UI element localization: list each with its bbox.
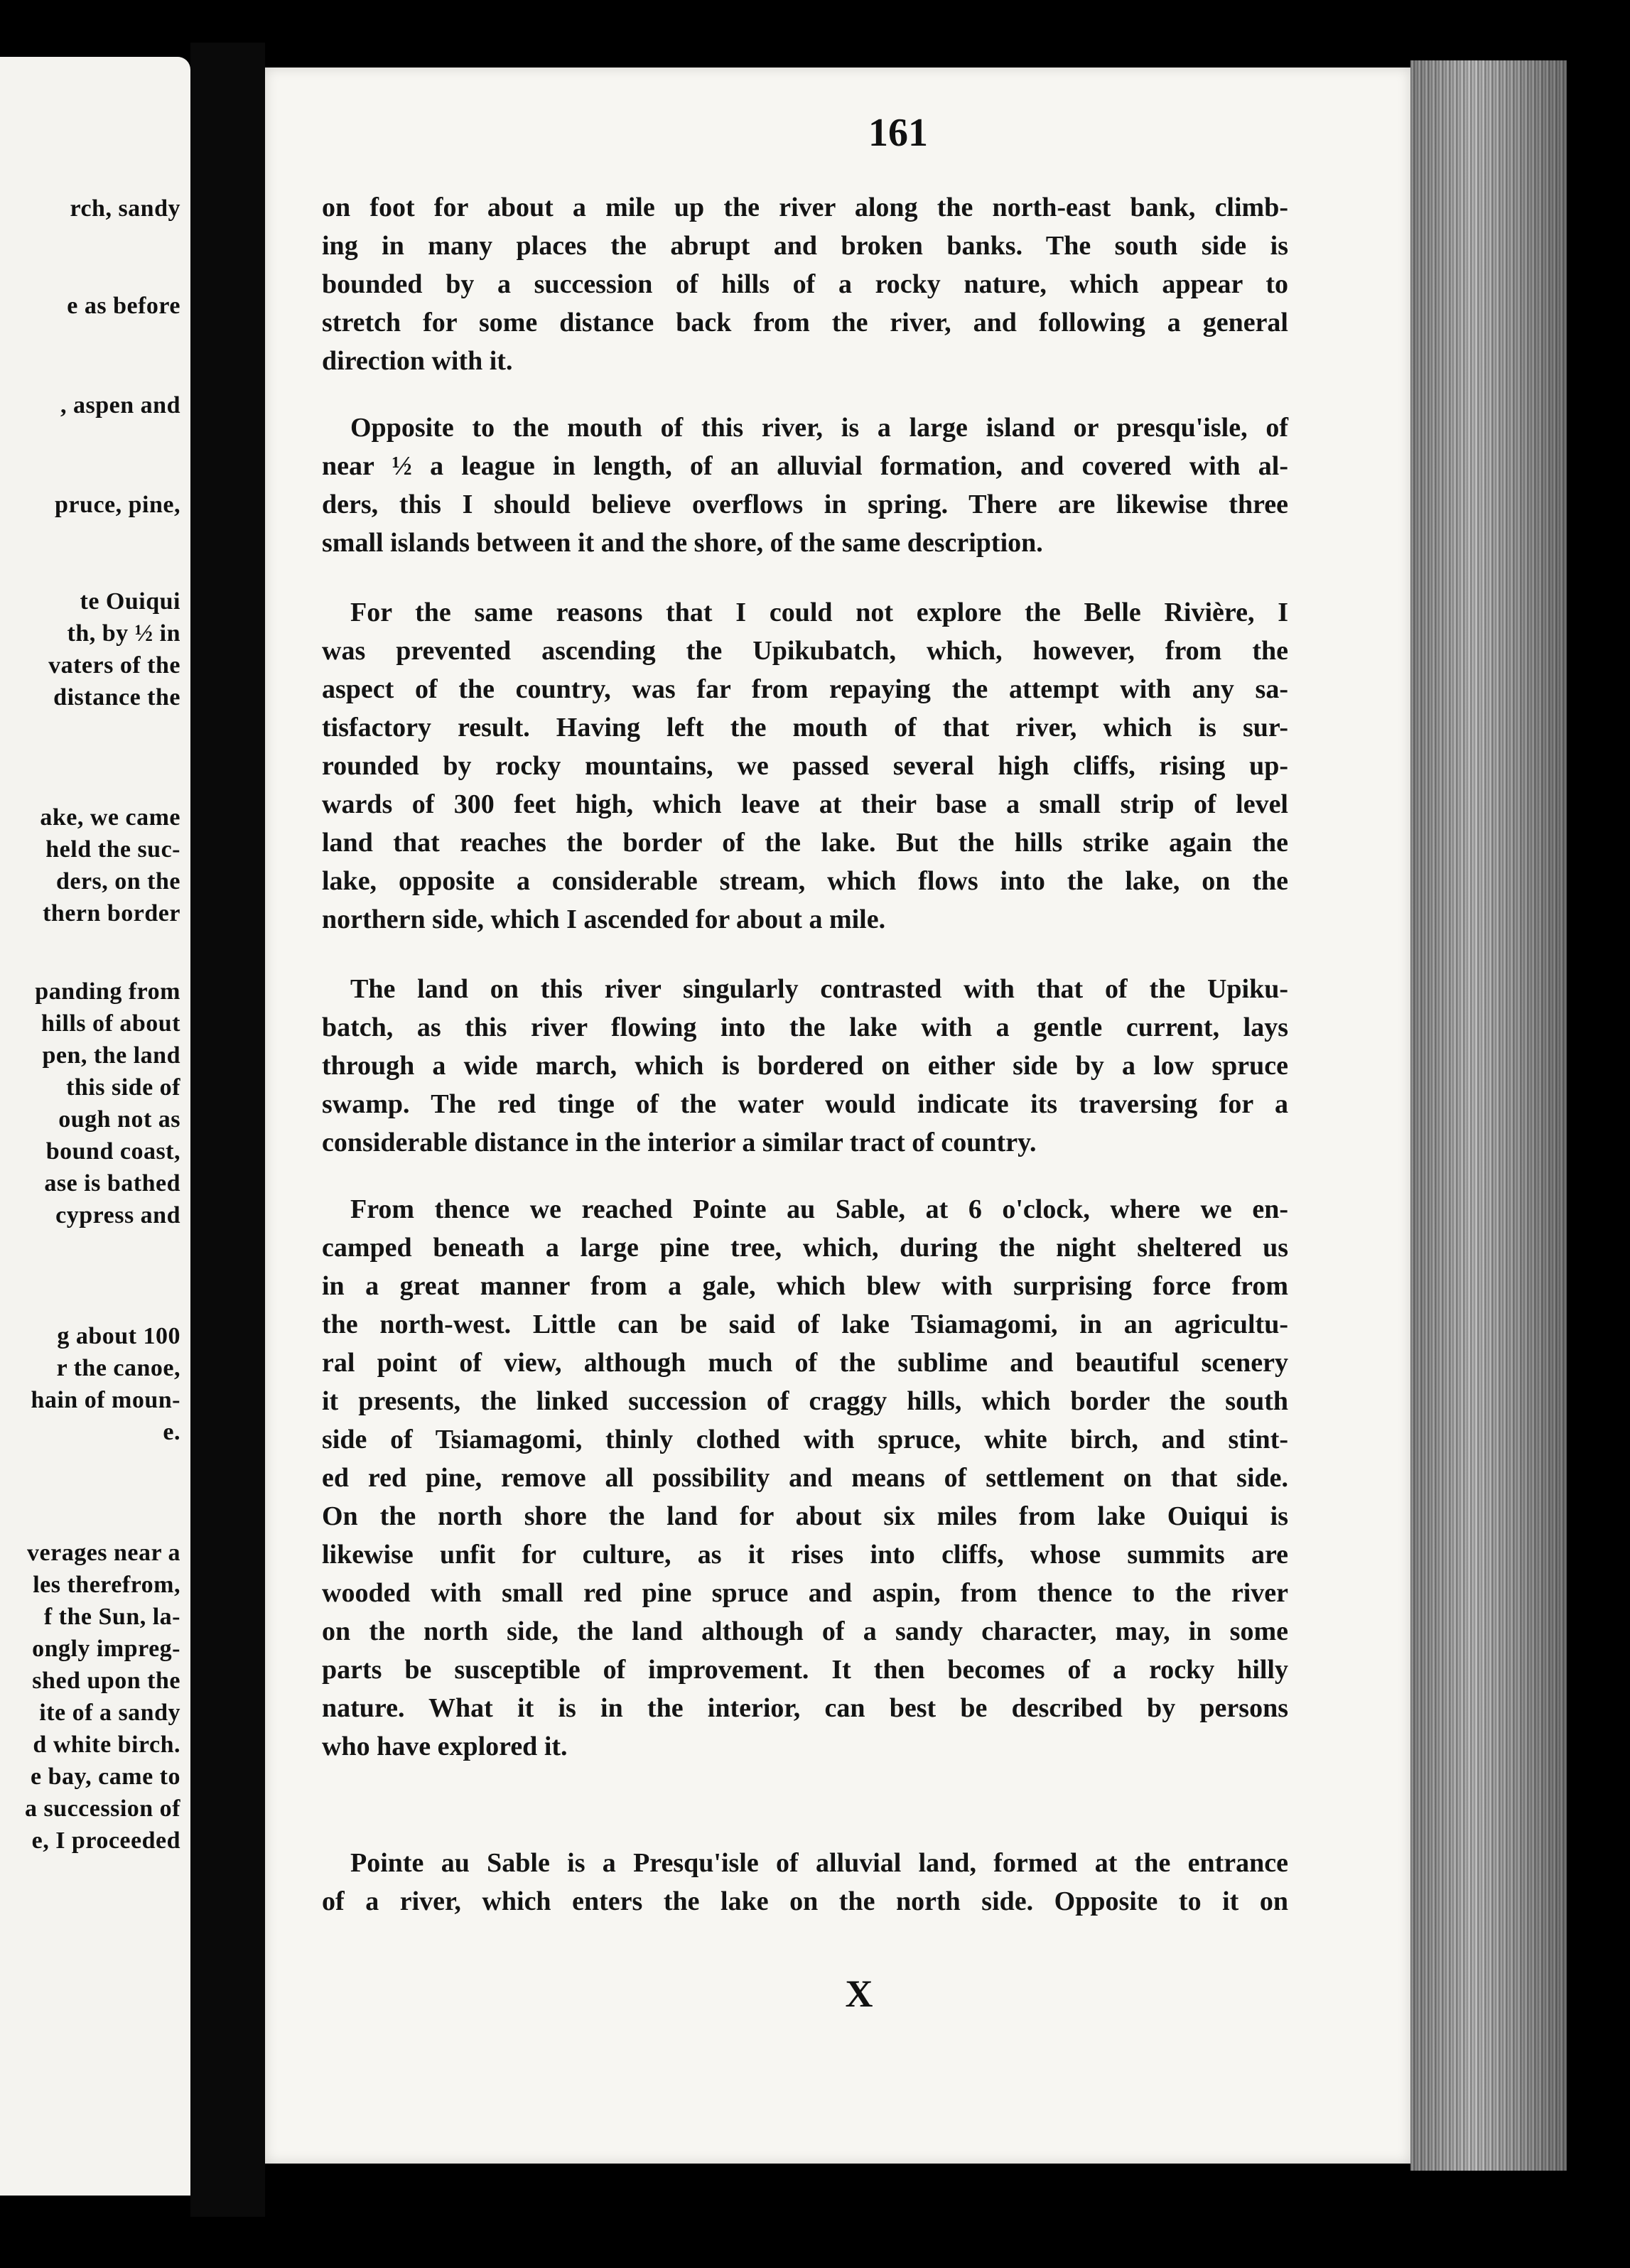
text-line: On the north shore the land for about six miles from lake Ouiqui is xyxy=(322,1501,1288,1531)
text-line: in a great manner from a gale, which blew with surprising force from xyxy=(322,1271,1288,1301)
text-line: stretch for some distance back from the river, and following a general xyxy=(322,308,1288,338)
text-line: near ½ a league in length, of an alluvial formation, and covered with al- xyxy=(322,451,1288,481)
left-page-line: ders, on the xyxy=(55,868,180,895)
left-page-line: verages near a xyxy=(27,1540,180,1566)
text-line: nature. What it is in the interior, can best be described by persons xyxy=(322,1693,1288,1723)
left-page-line: , aspen and xyxy=(60,392,180,418)
left-page-line: ake, we came xyxy=(40,804,180,831)
left-page-line: hills of about xyxy=(41,1010,180,1037)
paragraph xyxy=(322,1190,1288,1766)
text-line: of a river, which enters the lake on the north side. Opposite to it on xyxy=(322,1886,1288,1916)
text-line: it presents, the linked succession of craggy hills, which border the south xyxy=(322,1386,1288,1416)
text-line: likewise unfit for culture, as it rises into cliffs, whose summits are xyxy=(322,1540,1288,1570)
text-line: parts be susceptible of improvement. It then becomes of a rocky hilly xyxy=(322,1655,1288,1685)
paragraph xyxy=(322,970,1288,1162)
left-page-line: th, by ½ in xyxy=(67,620,180,647)
text-line: the north-west. Little can be said of lake Tsiamagomi, in an agricultu- xyxy=(322,1310,1288,1339)
text-line: direction with it. xyxy=(322,346,513,376)
text-line: through a wide march, which is bordered on either side by a low spruce xyxy=(322,1051,1288,1081)
paragraph xyxy=(322,1844,1288,1921)
left-page-line: ase is bathed xyxy=(44,1170,180,1197)
left-page-line: e as before xyxy=(67,293,180,319)
paragraph xyxy=(322,409,1288,562)
text-line: Opposite to the mouth of this river, is a large island or presqu'isle, of xyxy=(350,413,1288,443)
text-line: ral point of view, although much of the sublime and beautiful scenery xyxy=(322,1348,1288,1378)
text-line: side of Tsiamagomi, thinly clothed with spruce, white birch, and stint- xyxy=(322,1425,1288,1454)
signature-mark: X xyxy=(845,1972,873,2015)
left-page-line: d white birch. xyxy=(33,1732,180,1758)
left-page-line: vaters of the xyxy=(48,652,180,679)
text-line: considerable distance in the interior a similar tract of country. xyxy=(322,1128,1037,1157)
left-page-line: te Ouiqui xyxy=(80,588,180,615)
text-line: batch, as this river flowing into the lake with a gentle current, lays xyxy=(322,1012,1288,1042)
text-line: swamp. The red tinge of the water would indicate its traversing for a xyxy=(322,1089,1288,1119)
left-page-line: g about 100 xyxy=(57,1323,180,1349)
left-page xyxy=(0,57,190,2196)
text-line: bounded by a succession of hills of a rocky nature, which appear to xyxy=(322,269,1288,299)
left-page-line: hain of moun- xyxy=(31,1387,180,1413)
left-page-line: a succession of xyxy=(24,1796,180,1822)
text-line: on foot for about a mile up the river along the north-east bank, climb- xyxy=(322,193,1288,222)
left-page-line: r the canoe, xyxy=(56,1355,180,1381)
text-line: For the same reasons that I could not explore the Belle Rivière, I xyxy=(350,598,1288,627)
left-page-line: panding from xyxy=(35,978,180,1005)
text-line: lake, opposite a considerable stream, which flows into the lake, on the xyxy=(322,866,1288,896)
left-page-line: e. xyxy=(163,1419,180,1445)
paragraph xyxy=(322,593,1288,939)
text-line: wooded with small red pine spruce and aspin, from thence to the river xyxy=(322,1578,1288,1608)
left-page-line: bound coast, xyxy=(45,1138,180,1165)
text-line: The land on this river singularly contrasted with that of the Upiku- xyxy=(350,974,1288,1004)
left-page-line: distance the xyxy=(53,684,180,711)
text-line: rounded by rocky mountains, we passed several high cliffs, rising up- xyxy=(322,751,1288,781)
left-page-line: ough not as xyxy=(58,1106,180,1133)
left-page-line: thern border xyxy=(43,900,180,927)
text-line: ing in many places the abrupt and broken banks. The south side is xyxy=(322,231,1288,261)
text-line: on the north side, the land although of a sandy character, may, in some xyxy=(322,1616,1288,1646)
text-line: camped beneath a large pine tree, which, during the night sheltered us xyxy=(322,1233,1288,1263)
left-page-line: rch, sandy xyxy=(70,195,180,222)
left-page-line: ongly impreg- xyxy=(32,1636,180,1662)
text-line: small islands between it and the shore, of the same description. xyxy=(322,528,1043,558)
left-page-line: held the suc- xyxy=(45,836,180,863)
text-line: ders, this I should believe overflows in spring. There are likewise three xyxy=(322,490,1288,519)
left-page-line: pen, the land xyxy=(42,1042,180,1069)
paragraph xyxy=(322,188,1288,380)
page-number: 161 xyxy=(868,111,928,155)
left-page-line: f the Sun, la- xyxy=(43,1604,180,1630)
left-page-line: this side of xyxy=(66,1074,180,1101)
left-page-line: pruce, pine, xyxy=(55,492,180,518)
left-page-line: shed upon the xyxy=(32,1668,180,1694)
left-page-line: les therefrom, xyxy=(33,1572,180,1598)
text-line: was prevented ascending the Upikubatch, which, however, from the xyxy=(322,636,1288,666)
left-page-line: e, I proceeded xyxy=(31,1827,180,1854)
left-page-line: ite of a sandy xyxy=(39,1700,180,1726)
left-page-line: e bay, came to xyxy=(31,1764,180,1790)
page-edges-shade xyxy=(1410,60,1567,2171)
text-line: tisfactory result. Having left the mouth of that river, which is sur- xyxy=(322,713,1288,742)
text-line: land that reaches the border of the lake. But the hills strike again the xyxy=(322,828,1288,858)
text-line: From thence we reached Pointe au Sable, at 6 o'clock, where we en- xyxy=(350,1194,1288,1224)
text-line: wards of 300 feet high, which leave at their base a small strip of level xyxy=(322,789,1288,819)
book-page xyxy=(265,68,1410,2164)
book-gutter xyxy=(190,43,265,2217)
text-line: aspect of the country, was far from repaying the attempt with any sa- xyxy=(322,674,1288,704)
text-line: ed red pine, remove all possibility and means of settlement on that side. xyxy=(322,1463,1288,1493)
text-line: who have explored it. xyxy=(322,1732,568,1761)
text-line: Pointe au Sable is a Presqu'isle of alluvial land, formed at the entrance xyxy=(350,1848,1288,1878)
left-page-line: cypress and xyxy=(55,1202,180,1228)
text-line: northern side, which I ascended for about a mile. xyxy=(322,904,886,934)
